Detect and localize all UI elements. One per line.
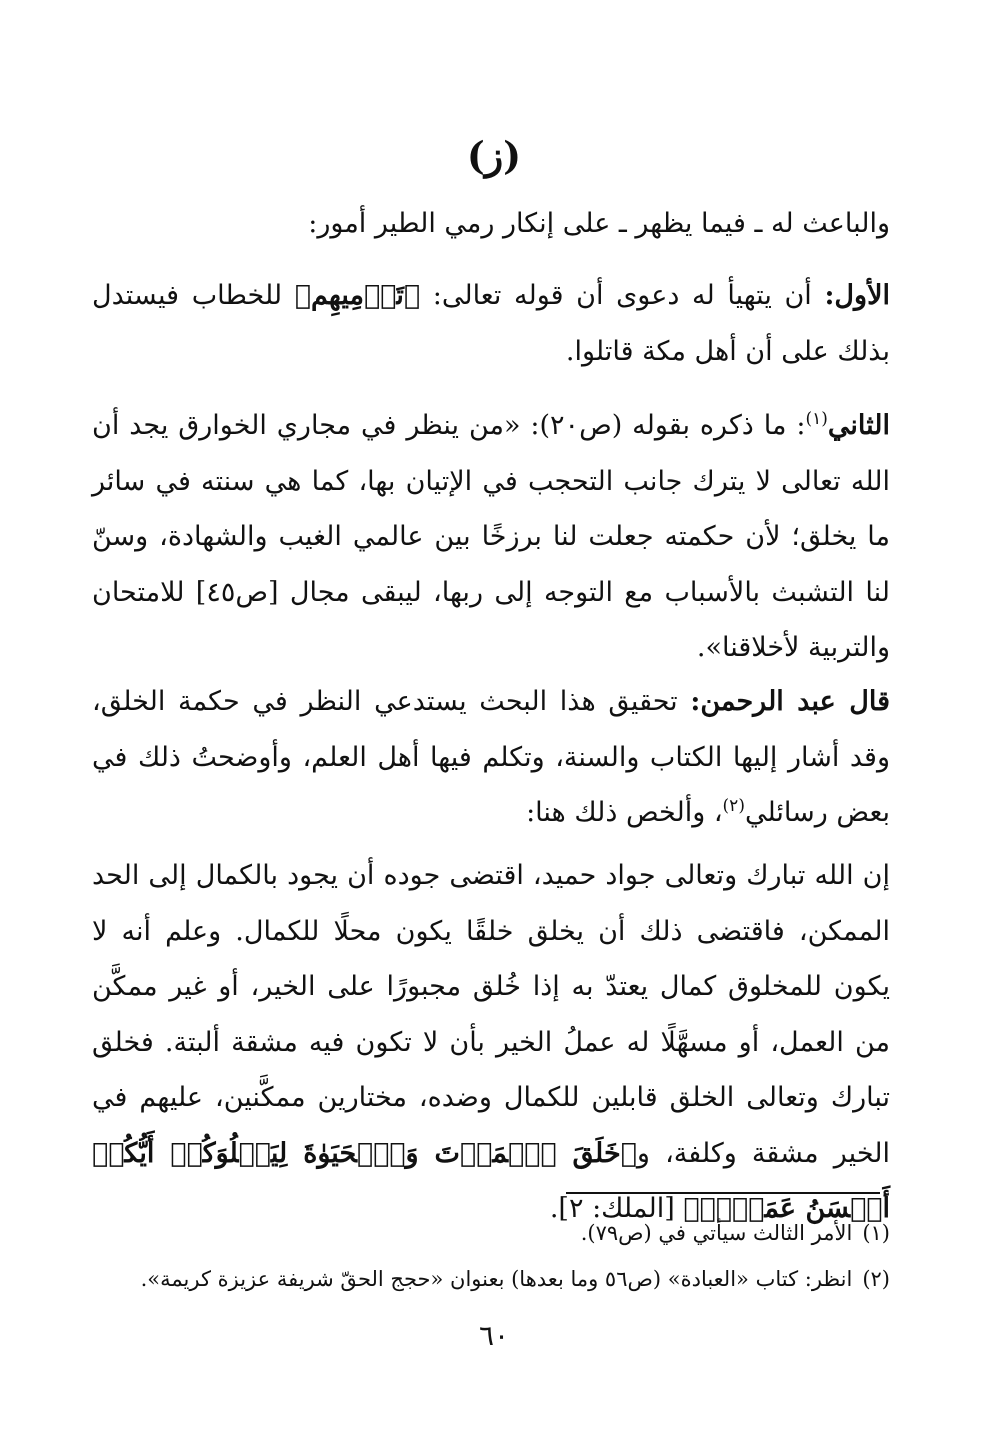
footnote-ref-2: (٢) xyxy=(722,796,745,816)
third-text-before: تحقيق هذا البحث يستدعي النظر في حكمة الخلق، وقد أشار إليها الكتاب والسنة، وتكلم فيها أهل العلم، وأوضحتُ ذلك في بعض رسائلي xyxy=(92,686,890,828)
intro-paragraph xyxy=(92,196,890,252)
third-text-after: ، وألخص ذلك هنا: xyxy=(526,797,723,828)
footnote-2-number: (٢) xyxy=(862,1267,890,1291)
fourth-paragraph xyxy=(92,848,890,1237)
first-paragraph xyxy=(92,268,890,379)
page-number: ٦٠ xyxy=(478,1319,510,1352)
first-text-after: للخطاب فيستدل بذلك على أن أهل مكة قاتلوا. xyxy=(92,280,890,367)
footnote-1-number: (١) xyxy=(862,1221,890,1245)
third-lead: قال عبد الرحمن: xyxy=(690,686,890,717)
second-paragraph xyxy=(92,398,890,676)
footnote-1-text: الأمر الثالث سيأتي في (ص٧٩). xyxy=(580,1221,853,1245)
footnote-2 xyxy=(92,1256,890,1302)
second-text: : ما ذكره بقوله (ص٢٠): «من ينظر في مجاري الخوارق يجد أن الله تعالى لا يترك جانب التحجب في الإتيان بها، كما هي سنته في سائر ما يخلق؛ لأن حكمته جعلت لنا برزخًا بين عالمي الغيب والشهادة، وسنّ لنا التشبث بالأسباب مع التوجه إلى ربها، ليبقى مجال [ص٤٥] للامتحان والتربية لأخلاقنا». xyxy=(92,410,891,663)
quran-verse-2: ﴿خَلَقَ ٱلۡمَوۡتَ وَٱلۡحَيَوٰةَ لِيَبۡلُوَكُمۡ أَيُّكُمۡ أَحۡسَنُ عَمَلٗاۚ﴾ xyxy=(92,1137,890,1224)
footnote-ref-1: (١) xyxy=(805,409,828,429)
footnote-divider xyxy=(566,1192,880,1194)
first-lead: الأول: xyxy=(824,280,890,311)
intro-text: والباعث له ـ فيما يظهر ـ على إنكار رمي الطير أمور: xyxy=(308,208,890,239)
footnote-1 xyxy=(92,1210,890,1256)
fourth-text-after: [الملك: ٢]. xyxy=(549,1193,684,1224)
quran-verse-1: ﴿تَرۡمِيهِم﴾ xyxy=(294,280,421,311)
second-lead: الثاني xyxy=(827,410,890,441)
first-text-before: أن يتهيأ له دعوى أن قوله تعالى: xyxy=(420,280,825,311)
section-mark: (ز) xyxy=(466,133,522,178)
fourth-text-before: إن الله تبارك وتعالى جواد حميد، اقتضى جوده أن يجود بالكمال إلى الحد الممكن، فاقتضى ذلك أن يخلق خلقًا يكون محلًا للكمال. وعلم أنه لا يكون للمخلوق كمال يعتدّ به إذا خُلق مجبورًا على الخير، أو غير ممكَّن من العمل، أو مسهَّلًا له عملُ الخير بأن لا تكون فيه مشقة ألبتة. فخلق تبارك وتعالى الخلق قابلين للكمال وضده، مختارين ممكَّنين، عليهم في الخير مشقة وكلفة، و xyxy=(92,860,890,1169)
footnotes xyxy=(92,1210,890,1302)
third-paragraph xyxy=(92,674,890,841)
footnote-2-text: انظر: كتاب «العبادة» (ص٥٦ وما بعدها) بعنوان «حجج الحقّ شريفة عزيزة كريمة». xyxy=(140,1267,853,1291)
